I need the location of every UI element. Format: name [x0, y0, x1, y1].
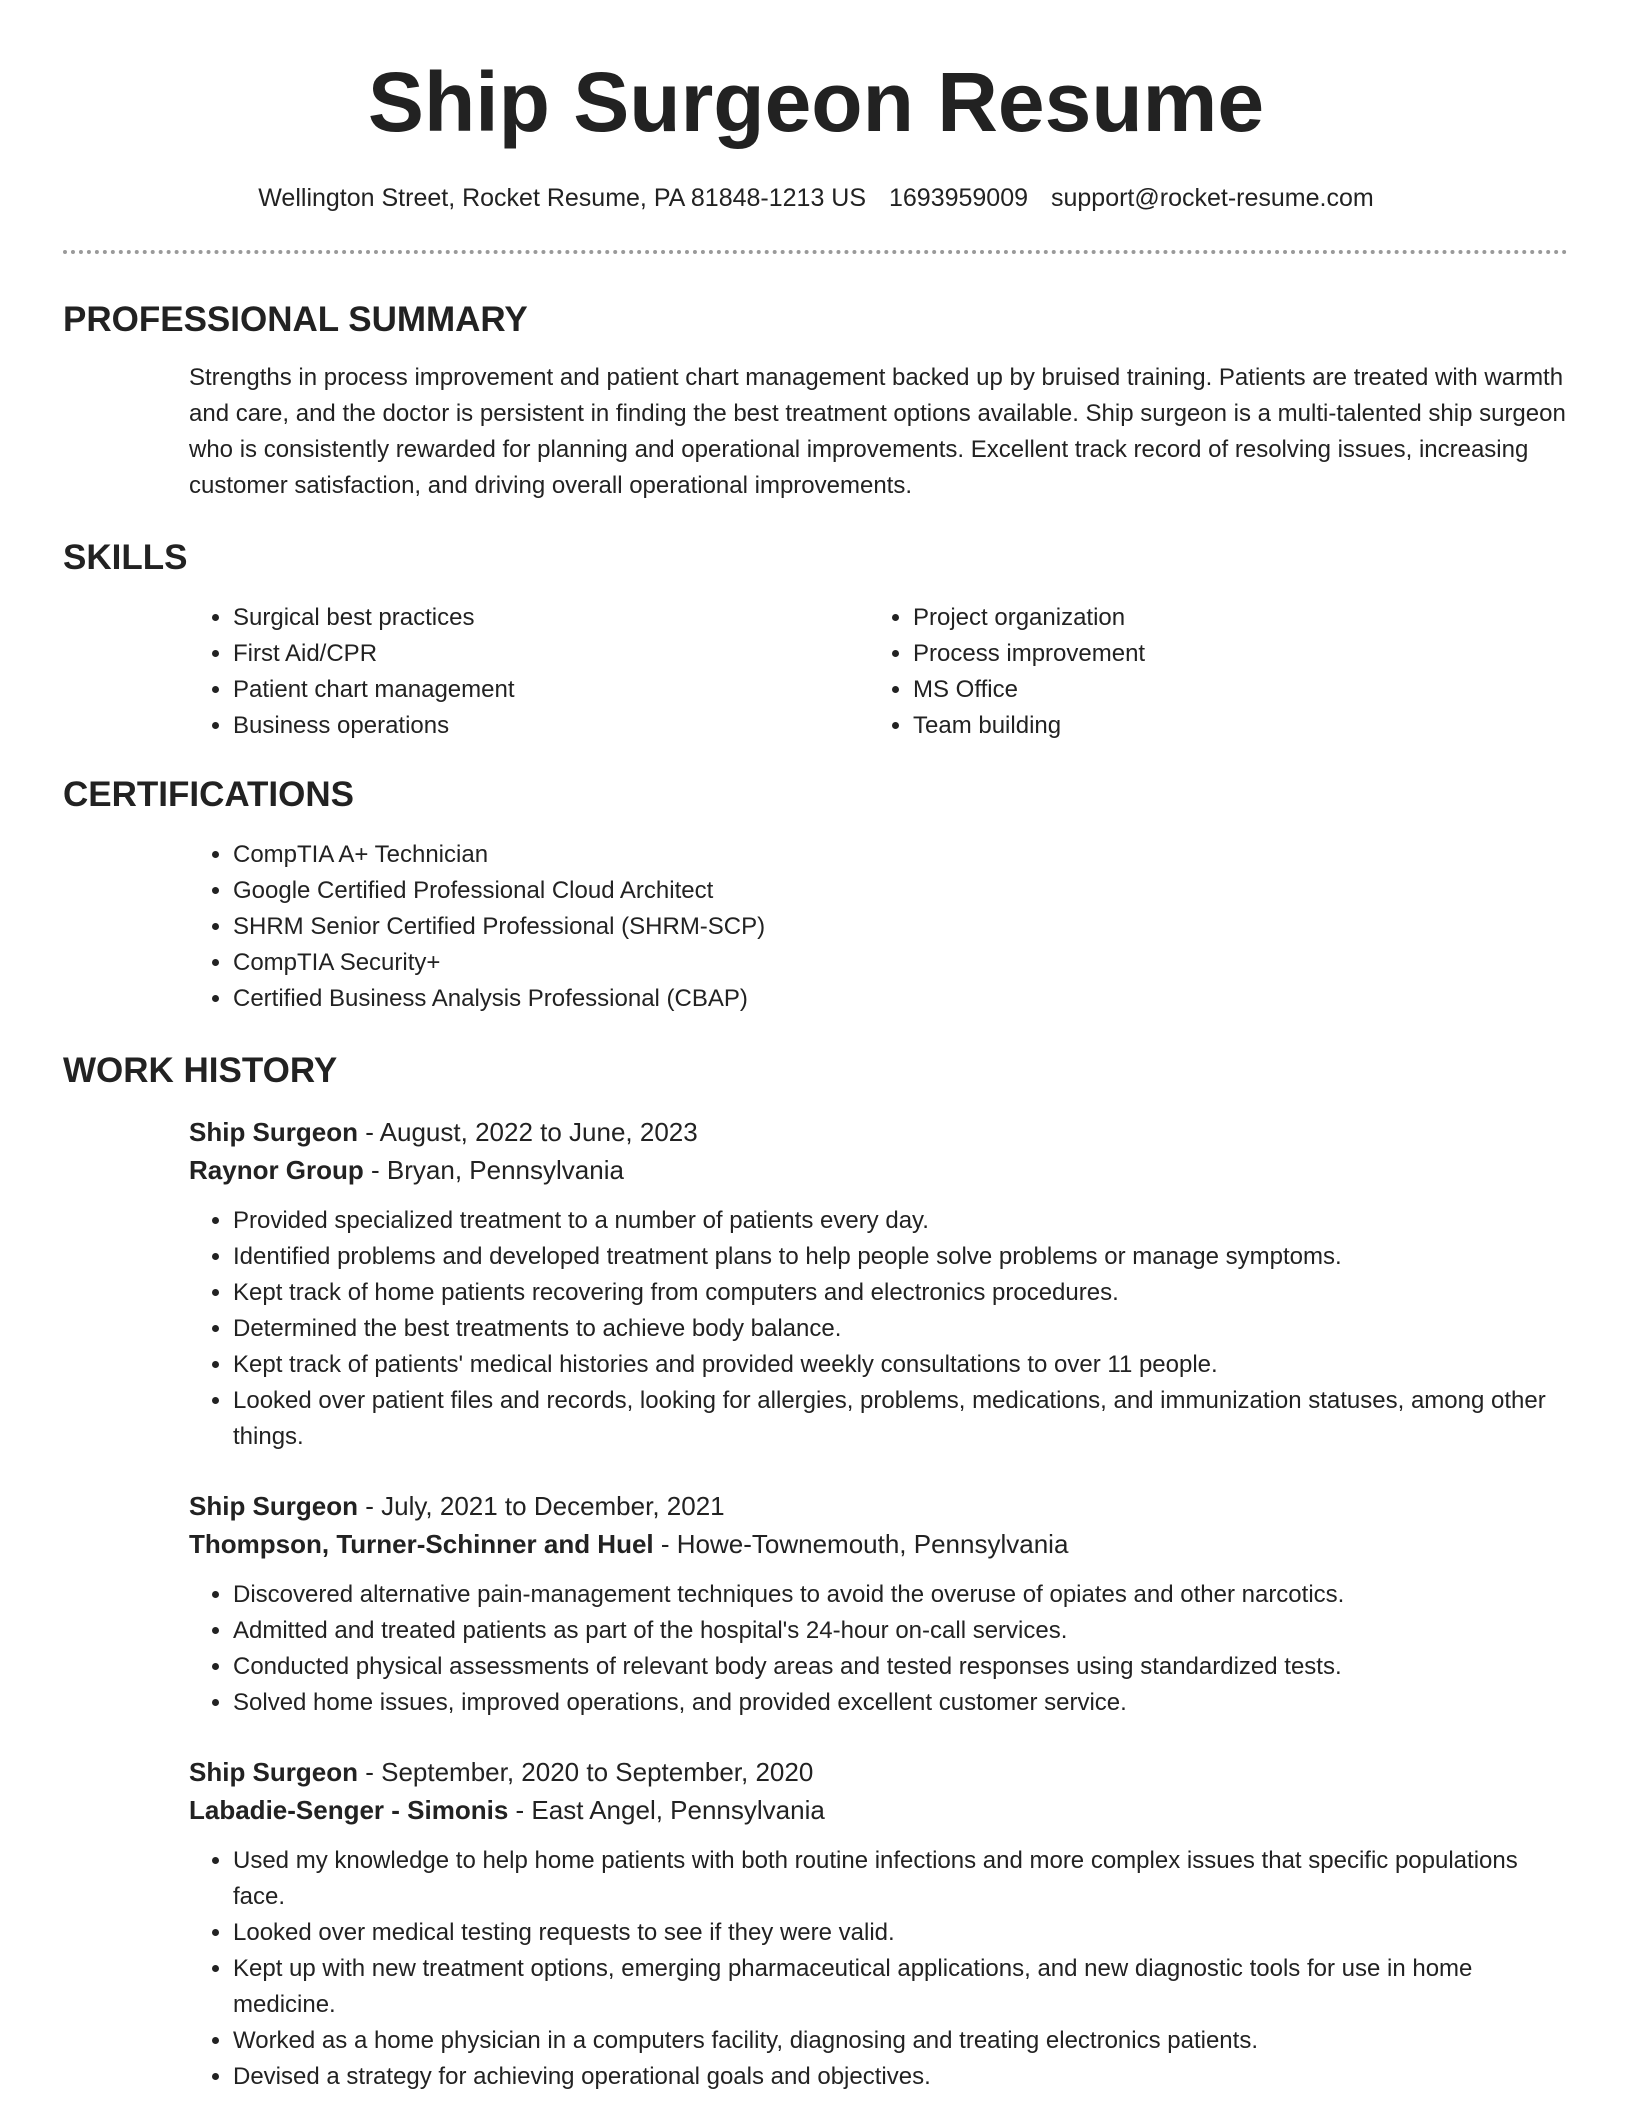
summary-section [63, 300, 1568, 504]
job-title: Ship Surgeon [189, 1117, 358, 1147]
job-dates: - August, 2022 to June, 2023 [358, 1117, 698, 1147]
skills-column-left [189, 600, 869, 744]
job-dates: - September, 2020 to September, 2020 [358, 1757, 814, 1787]
job-bullets [189, 1577, 1568, 1721]
contact-address: Wellington Street, Rocket Resume, PA 81848-1213 US [258, 184, 867, 212]
skills-section [63, 538, 1568, 744]
skills-grid [189, 600, 1568, 744]
job-title: Ship Surgeon [189, 1491, 358, 1521]
job-location: - East Angel, Pennsylvania [508, 1795, 825, 1825]
skill-item: • Project organization [913, 600, 1549, 636]
certifications-list [189, 837, 1568, 1017]
job-company-line [189, 1791, 1568, 1829]
skill-item: • Business operations [233, 708, 869, 744]
certification-item: • CompTIA A+ Technician [233, 837, 1568, 873]
skill-item: • Surgical best practices [233, 600, 869, 636]
job-bullet: • Determined the best treatments to achieve body balance. [233, 1311, 1568, 1347]
certification-item: • Google Certified Professional Cloud Architect [233, 873, 1568, 909]
job-entry [189, 1113, 1568, 1455]
certification-item: • CompTIA Security+ [233, 945, 1568, 981]
certifications-heading: CERTIFICATIONS [63, 775, 355, 814]
job-company: Thompson, Turner-Schinner and Huel [189, 1529, 654, 1559]
job-bullet: • Looked over patient files and records, looking for allergies, problems, medications, and immunization statuses, among other things. [233, 1383, 1568, 1455]
job-bullet: • Solved home issues, improved operations, and provided excellent customer service. [233, 1685, 1568, 1721]
skill-item: • Team building [913, 708, 1549, 744]
job-bullet: • Looked over medical testing requests to see if they were valid. [233, 1915, 1568, 1951]
work-history-section [63, 1051, 1568, 2127]
job-bullet: • Identified problems and developed treatment plans to help people solve problems or manage symptoms. [233, 1239, 1568, 1275]
job-title-line [189, 1753, 1568, 1791]
work-history-heading: WORK HISTORY [63, 1051, 338, 1090]
job-dates: - July, 2021 to December, 2021 [358, 1491, 725, 1521]
contact-phone: 1693959009 [888, 184, 1029, 212]
summary-text: Strengths in process improvement and patient chart management backed up by bruised training. Patients are treated with warmth and care, and the doctor is persistent in finding the best treatment options available. Ship surgeon is a multi-talented ship surgeon who is consistently rewarded for planning and operational improvements. Excellent track record of resolving issues, increasing customer satisfaction, and driving overall operational improvements. [189, 364, 1566, 499]
resume-title: Ship Surgeon Resume [367, 55, 1265, 149]
contact-line [0, 182, 1632, 214]
job-location: - Bryan, Pennsylvania [363, 1155, 624, 1185]
skill-item: • MS Office [913, 672, 1549, 708]
job-company: Labadie-Senger - Simonis [189, 1795, 509, 1825]
skill-item: • Process improvement [913, 636, 1549, 672]
header-divider [63, 250, 1568, 254]
certification-item: • Certified Business Analysis Professional (CBAP) [233, 981, 1568, 1017]
job-location: - Howe-Townemouth, Pennsylvania [653, 1529, 1069, 1559]
certification-item: • SHRM Senior Certified Professional (SHRM-SCP) [233, 909, 1568, 945]
contact-email: support@rocket-resume.com [1050, 184, 1374, 212]
summary-heading: PROFESSIONAL SUMMARY [63, 300, 528, 339]
job-bullets [189, 1843, 1568, 2095]
job-bullet: • Admitted and treated patients as part of the hospital's 24-hour on-call services. [233, 1613, 1568, 1649]
certifications-section [63, 775, 1568, 1017]
job-company-line [189, 1151, 1568, 1189]
skill-item: • First Aid/CPR [233, 636, 869, 672]
job-bullet: • Conducted physical assessments of relevant body areas and tested responses using standardized tests. [233, 1649, 1568, 1685]
job-entry [189, 1753, 1568, 2095]
job-bullet: • Kept track of patients' medical histories and provided weekly consultations to over 11 people. [233, 1347, 1568, 1383]
job-bullet: • Kept up with new treatment options, emerging pharmaceutical applications, and new diagnostic tools for use in home medicine. [233, 1951, 1568, 2023]
job-bullet: • Used my knowledge to help home patients with both routine infections and more complex issues that specific populations face. [233, 1843, 1568, 1915]
job-entry [189, 1487, 1568, 1721]
job-title-line [189, 1113, 1568, 1151]
skills-column-right [869, 600, 1549, 744]
job-bullets [189, 1203, 1568, 1455]
job-bullet: • Devised a strategy for achieving operational goals and objectives. [233, 2059, 1568, 2095]
job-bullet: • Kept track of home patients recovering from computers and electronics procedures. [233, 1275, 1568, 1311]
job-bullet: • Worked as a home physician in a computers facility, diagnosing and treating electronics patients. [233, 2023, 1568, 2059]
job-title: Ship Surgeon [189, 1757, 358, 1787]
job-company-line [189, 1525, 1568, 1563]
skill-item: • Patient chart management [233, 672, 869, 708]
job-company: Raynor Group [189, 1155, 364, 1185]
job-bullet: • Provided specialized treatment to a number of patients every day. [233, 1203, 1568, 1239]
skills-heading: SKILLS [63, 538, 188, 577]
job-bullet: • Discovered alternative pain-management techniques to avoid the overuse of opiates and other narcotics. [233, 1577, 1568, 1613]
job-title-line [189, 1487, 1568, 1525]
